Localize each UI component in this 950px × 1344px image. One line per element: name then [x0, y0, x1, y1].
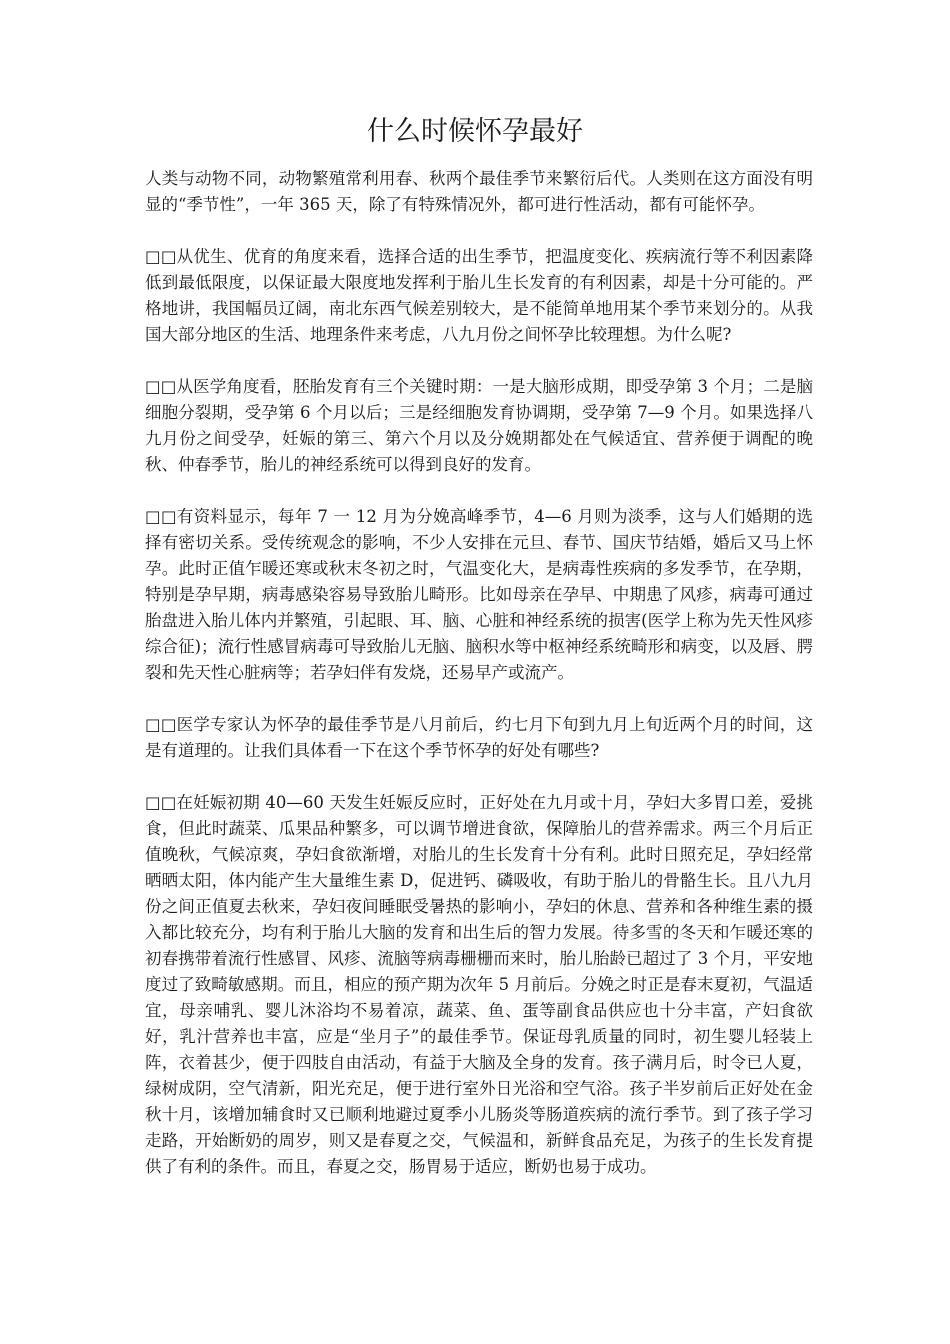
- document-title: 什么时候怀孕最好: [367, 116, 583, 147]
- paragraph-eugenics-season: □□从优生、优育的角度来看，选择合适的出生季节，把温度变化、疾病流行等不利因素降低到最低限度，以保证最大限度地发挥利于胎儿生长发育的有利因素，却是十分可能的。严格地讲，我国幅员辽阔，南北东西气候差别较大，是不能简单地用某个季节来划分的。从我国大部分地区的生活、地理条件来考虑，八九月份之间怀孕比较理想。为什么呢?: [145, 247, 813, 344]
- paragraph-intro: 人类与动物不同，动物繁殖常利用春、秋两个最佳季节来繁衍后代。人类则在这方面没有明显的“季节性”，一年 365 天，除了有特殊情况外，都可进行性活动，都有可能怀孕。: [145, 169, 813, 214]
- paragraph-benefits: □□在妊娠初期 40—60 天发生妊娠反应时，正好处在九月或十月，孕妇大多胃口差，爱挑食，但此时蔬菜、瓜果品种繁多，可以调节增进食欲，保障胎儿的营养需求。两三个月后正值晚秋，气候凉爽，孕妇食欲渐增，对胎儿的生长发育十分有利。此时日照充足，孕妇经常晒晒太阳，体内能产生大量维生素 D，促进钙、磷吸收，有助于胎儿的骨骼生长。且八九月份之间正值夏去秋来，孕妇夜间睡眠受暑热的影响小，孕妇的休息、营养和各种维生素的摄入都比较充分，均有利于胎儿大脑的发育和出生后的智力发展。待多雪的冬天和乍暖还寒的初春携带着流行性感冒、风疹、流脑等病毒栅栅而来时，胎儿胎龄已超过了 3 个月，平安地度过了致畸敏感期。而且，相应的预产期为次年 5 月前后。分娩之时正是春末夏初，气温适宜，母亲哺乳、婴儿沐浴均不易着凉，蔬菜、鱼、蛋等副食品供应也十分丰富，产妇食欲好，乳汁营养也丰富，应是“坐月子”的最佳季节。保证母乳质量的同时，初生婴儿轻装上阵，衣着甚少，便于四肢自由活动，有益于大脑及全身的发育。孩子满月后，时令已人夏，绿树成阴，空气清新，阳光充足，便于进行室外日光浴和空气浴。孩子半岁前后正好处在金秋十月，该增加辅食时又已顺利地避过夏季小儿肠炎等肠道疾病的流行季节。到了孩子学习走路，开始断奶的周岁，则又是春夏之交，气候温和，新鲜食品充足，为孩子的生长发育提供了有利的条件。而且，春夏之交，肠胃易于适应，断奶也易于成功。: [145, 793, 813, 1176]
- paragraph-expert-view: □□医学专家认为怀孕的最佳季节是八月前后，约七月下旬到九月上旬近两个月的时间，这是有道理的。让我们具体看一下在这个季节怀孕的好处有哪些?: [145, 715, 813, 760]
- document-body: [145, 166, 813, 1206]
- paragraph-embryo-periods: □□从医学角度看，胚胎发育有三个关键时期：一是大脑形成期，即受孕第 3 个月；二是脑细胞分裂期，受孕第 6 个月以后；三是经细胞发育协调期，受孕第 7—9 个月。如果选择八九月份之间受孕，妊娠的第三、第六个月以及分娩期都处在气候适宜、营养便于调配的晚秋、仲春季节，胎儿的神经系统可以得到良好的发育。: [145, 377, 813, 474]
- paragraph-birth-peak: □□有资料显示，每年 7 一 12 月为分娩高峰季节，4—6 月则为淡季，这与人们婚期的选择有密切关系。受传统观念的影响，不少人安排在元旦、春节、国庆节结婚，婚后又马上怀孕。此时正值乍暖还寒或秋末冬初之时，气温变化大，是病毒性疾病的多发季节，在孕期，特别是孕早期，病毒感染容易导致胎儿畸形。比如母亲在孕早、中期患了风疹，病毒可通过胎盘进入胎儿体内并繁殖，引起眼、耳、脑、心脏和神经系统的损害(医学上称为先天性风疹综合征)；流行性感冒病毒可导致胎儿无脑、脑积水等中枢神经系统畸形和病变，以及唇、腭裂和先天性心脏病等；若孕妇伴有发烧，还易早产或流产。: [145, 507, 813, 682]
